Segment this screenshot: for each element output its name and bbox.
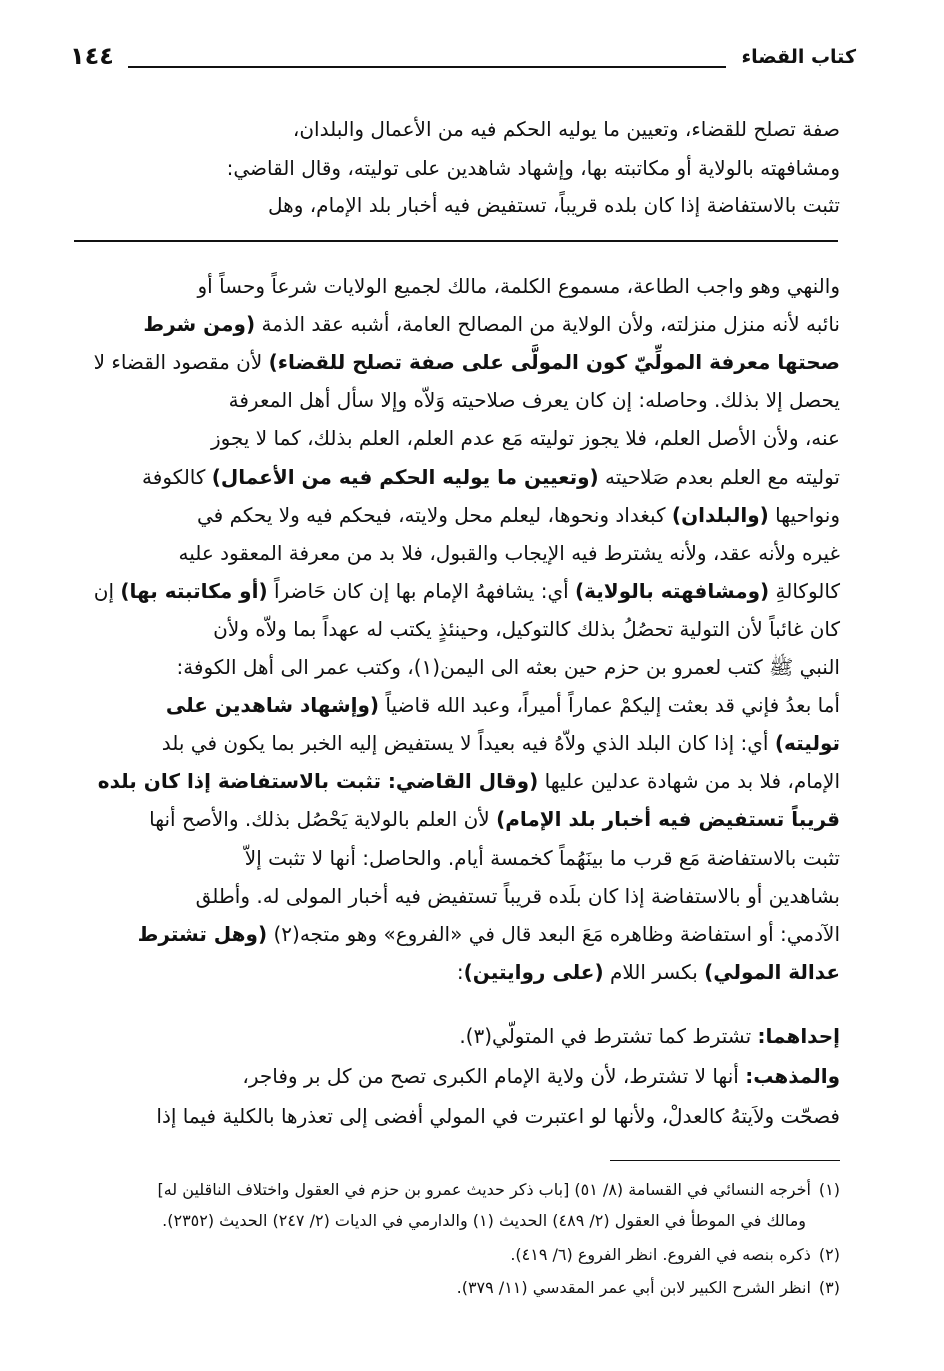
matn-quote-segment: (وإشهاد شاهدين على (165, 693, 380, 718)
commentary-segment: بكسر اللام (603, 959, 705, 984)
page-header (70, 44, 856, 78)
commentary-segment: عنه، ولأن الأصل العلم، فلا يجوز توليته مَع عدم العلم، العلم بذلك، كما لا يجوز (210, 426, 840, 451)
matn-separator (74, 240, 838, 242)
commentary-segment: تشترط كما تشترط في المتولّي(٣). (459, 1024, 758, 1048)
footnote-number: (٣) (818, 1278, 840, 1297)
matn-quote-segment: (وقال القاضي: تثبت بالاستفاضة إذا كان بلده (97, 769, 539, 794)
commentary-segment: لأن مقصود القضاء لا (93, 350, 269, 375)
matn-quote-segment: (على روايتين) (463, 959, 604, 984)
sharh-line (74, 268, 840, 304)
matn-quote-segment: (ومشافهته بالولاية) (575, 578, 770, 603)
commentary-segment: تثبت بالاستفاضة مَع قرب ما بينَهُماً كخمسة أيام. والحاصل: أنها لا تثبت إلاّ (244, 845, 840, 870)
sharh-line (74, 611, 840, 647)
footnote-item (74, 1178, 840, 1202)
page-number: ١٤٤ (70, 42, 114, 70)
sharh-line (74, 1058, 840, 1094)
matn-quote-segment: (والبلدان) (671, 502, 769, 527)
matn-line: ومشافهته بالولاية أو مكاتبته بها، وإشهاد شاهدين على توليته، وقال القاضي: (226, 156, 840, 180)
footnote-text: أخرجه النسائي في القسامة (٨/ ٥١) [باب ذكر حديث عمرو بن حزم في العقول واختلاف الناقلين له] (157, 1180, 811, 1199)
matn-quote-segment: صحتها معرفة المولِّيّ كون المولَّى على صفة تصلح للقضاء) (268, 350, 840, 375)
matn-line: تثبت بالاستفاضة إذا كان بلده قريباً، تستفيض فيه أخبار بلد الإمام، وهل (268, 193, 840, 217)
matn-quote-segment: قريباً تستفيض فيه أخبار بلد الإمام) (496, 807, 840, 832)
commentary-segment: كان غائباً لأن التولية تحصُلُ بذلك كالتوكيل، وحينئذٍ يكتب له عهداً بما ولاّه ولأن (213, 616, 840, 641)
footnote-number: (٢) (818, 1245, 840, 1264)
footnote-item (74, 1243, 840, 1267)
sharh-line (74, 840, 840, 876)
sharh-line (74, 878, 840, 914)
sharh-line (74, 687, 840, 723)
matn-quote-segment: (وهل تشترط (137, 921, 268, 946)
commentary-segment: أما بعدُ فإني قد بعثت إليكمْ عماراً أميراً، وعبد الله قاضياً (379, 693, 840, 718)
matn-quote-segment: (أو مكاتبته بها) (120, 578, 268, 603)
sharh-line (74, 382, 840, 418)
matn-quote-segment: والمذهب: (745, 1064, 840, 1088)
commentary-segment: النبي ﷺ كتب لعمرو بن حزم حين بعثه الى اليمن(١)، وكتب عمر الى أهل الكوفة: (176, 655, 840, 679)
sharh-line (74, 801, 840, 837)
commentary-segment: كالوكالةِ (769, 578, 840, 603)
chapter-title: كتاب القضاء (741, 46, 856, 68)
sharh-line (74, 344, 840, 380)
commentary-segment: كالكوفة (142, 464, 212, 489)
matn-quote-segment: عدالة المولي) (704, 959, 840, 984)
sharh-line (74, 535, 840, 571)
header-rule (128, 66, 726, 68)
matn-line: صفة تصلح للقضاء، وتعيين ما يوليه الحكم فيه من الأعمال والبلدان، (292, 117, 840, 141)
commentary-segment: لأن العلم بالولاية يَحْصُل بذلك. والأصح أنها (149, 807, 497, 832)
sharh-line (74, 306, 840, 342)
sharh-line (74, 459, 840, 495)
commentary-segment: توليته مع العلم بعدم صَلاحيته (598, 464, 840, 489)
footnote-item (74, 1276, 840, 1300)
matn-quote-segment: إحداهما: (757, 1024, 840, 1048)
footnote-text: ومالك في الموطأ في العقول (٢/ ٤٨٩) الحديث (١) والدارمي في الديات (٢/ ٢٤٧) الحديث (٢٣٥٢). (162, 1211, 806, 1230)
sharh-line (74, 725, 840, 761)
commentary-segment: أي: يشافههُ الإمام بها إن كان حَاضراً (267, 578, 576, 603)
sharh-line (74, 420, 840, 456)
sharh-line (74, 763, 840, 799)
sharh-line (74, 497, 840, 533)
footnote-text: ذكره بنصه في الفروع. انظر الفروع (٦/ ٤١٩). (510, 1245, 811, 1264)
commentary-segment: أنها لا تشترط، لأن ولاية الإمام الكبرى تصح من كل بر وفاجر، (242, 1064, 746, 1088)
commentary-segment: نائبه لأنه منزل منزلته، ولأن الولاية من المصالح العامة، أشبه عقد الذمة (255, 312, 840, 337)
sharh-line (74, 1098, 840, 1134)
commentary-segment: ونواحيها (768, 502, 840, 527)
commentary-segment: : (456, 959, 464, 984)
commentary-segment: أي: إذا كان البلد الذي ولاّهُ فيه بعيداً لا يستفيض إليه الخبر بما يكون في بلد (161, 731, 775, 756)
footnote-text: انظر الشرح الكبير لابن أبي عمر المقدسي (١١/ ٣٧٩). (456, 1278, 811, 1297)
commentary-segment: الإمام، فلا بد من شهادة عدلين عليها (538, 769, 840, 794)
commentary-segment: فصحّت ولاَيتهُ كالعدلْ، ولأنها لو اعتبرت في المولي أفضى إلى تعذرها بالكلية فيما إذا (156, 1104, 840, 1128)
commentary-segment: كبغداد ونحوها، ليعلم محل ولايته، فيحكم فيه ولا يحكم في (196, 502, 672, 527)
matn-quote-segment: توليته) (774, 731, 840, 756)
footnote-continuation (74, 1209, 840, 1233)
commentary-segment: بشاهدين أو بالاستفاضة إذا كان بلَده قريباً تستفيض فيه أخبار المولى له. وأطلق (195, 883, 840, 908)
commentary-segment: والنهي وهو واجب الطاعة، مسموع الكلمة، مالك لجميع الولايات شرعاً وحساً أو (197, 274, 840, 298)
matn-quote-segment: (وتعيين ما يوليه الحكم فيه من الأعمال) (211, 464, 599, 489)
sharh-line (74, 954, 840, 990)
commentary-segment: إن (93, 578, 121, 603)
matn-quote-segment: (ومن شرط (143, 312, 256, 337)
footnote-separator (610, 1160, 840, 1161)
commentary-segment: يحصل إلا بذلك. وحاصله: إن كان يعرف صلاحيته وَلاّه وإلا سأل أهل المعرفة (228, 388, 840, 413)
footnote-number: (١) (818, 1180, 840, 1199)
commentary-segment: غيره ولأنه عقد، ولأنه يشترط فيه الإيجاب والقبول، فلا بد من معرفة المعقود عليه (178, 540, 840, 565)
sharh-line (74, 1018, 840, 1054)
commentary-segment: الآدمي: أو استفاضة وظاهره مَعَ البعد قال في «الفروع» وهو متجه(٢) (267, 921, 840, 946)
sharh-line (74, 649, 840, 685)
sharh-line (74, 916, 840, 952)
sharh-line (74, 573, 840, 609)
